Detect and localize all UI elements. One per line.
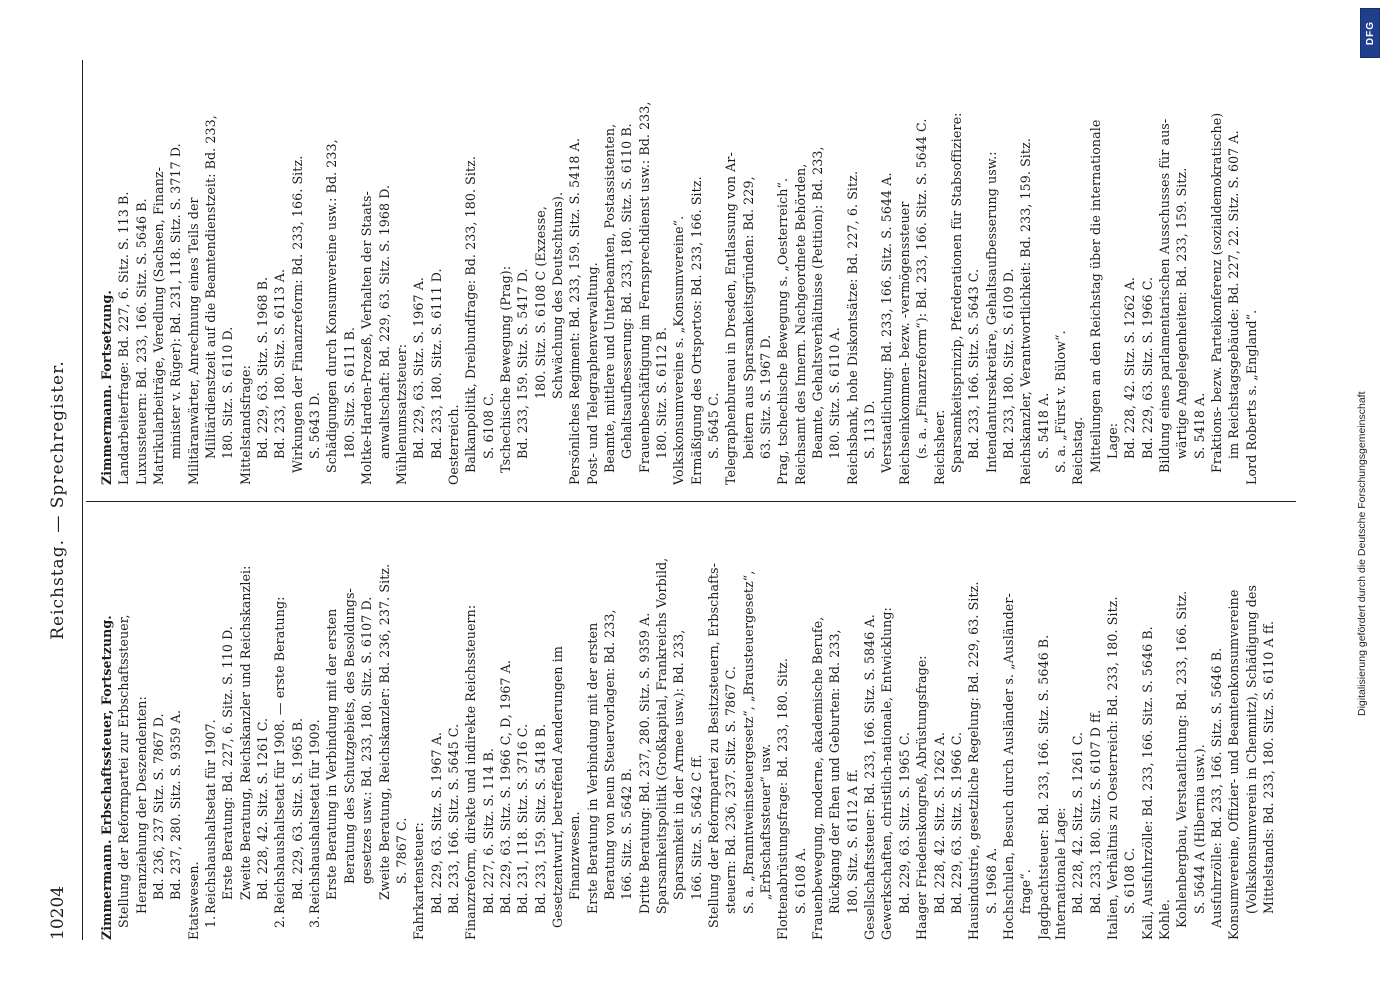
index-line [323, 55, 340, 485]
index-line [271, 510, 288, 940]
index-line-text: Moltke-Harden-Prozeß, Verhalten der Staats- [359, 191, 375, 485]
index-line [861, 55, 878, 485]
index-line-text: Bd. 233, 166. Sitz. S. 5645 C. [445, 723, 461, 914]
index-line-text: Zimmermann. Erbschaftssteuer, Fortsetzung. [99, 615, 114, 940]
index-line [826, 55, 843, 485]
dfg-logo: DFG [1360, 8, 1380, 58]
index-line-text: Bd. 236, 237 Sitz. S. 7867 D. [151, 713, 167, 900]
index-line [1121, 510, 1138, 940]
index-line-text: Bd. 228, 42. Sitz. S. 1262 A. [931, 732, 947, 914]
index-line-text: Bd. 229, 63. Sitz. S. 1966 C, D, 1967 A. [497, 660, 513, 914]
index-line [584, 55, 601, 485]
index-line-text: 180. Sitz. S. 6108 C (Exzesse, [532, 206, 548, 399]
index-line [514, 510, 531, 940]
index-line [289, 55, 306, 485]
index-line-text: (s. a. „Finanzreform“): Bd. 233, 166. Sitz. S. 5644 C. [914, 118, 930, 459]
index-line [219, 510, 236, 940]
index-line [653, 55, 670, 485]
index-line-text: Italien, Verhältnis zu Oesterreich: Bd. 233, 180. Sitz. [1104, 596, 1120, 940]
index-line-text: Bd. 233, 180. Sitz. S. 6113 A. [272, 268, 288, 459]
index-line [271, 55, 288, 485]
index-line [445, 510, 462, 940]
index-line [532, 510, 549, 940]
index-line-text: Beamte, mittlere und Unterbeamten, Postassistenten, [601, 123, 617, 473]
index-line [878, 510, 895, 940]
index-line [1017, 510, 1034, 940]
index-line [1035, 55, 1052, 485]
index-line-text: Bd. 228, 42. Sitz. S. 1261 C. [255, 717, 271, 900]
index-line [913, 55, 930, 485]
index-line-text: wärtige Angelegenheiten: Bd. 233, 159. Sitz. [1174, 167, 1190, 459]
index-line-text: Ausfuhrzölle: Bd. 233, 166. Sitz. S. 5646 B. [1209, 647, 1224, 928]
index-line-text: Lage: [1104, 422, 1120, 459]
index-line [410, 55, 427, 485]
index-line [1139, 510, 1156, 940]
index-line-text: Bd. 229, 63. Sitz. S. 1965 B. [289, 717, 305, 900]
index-line-text: Bd. 229, 63. Sitz. S. 1966 C. [948, 731, 964, 914]
right-column [98, 55, 1260, 485]
index-line-text: Post- und Telegraphenverwaltung. [584, 262, 600, 485]
index-line-text: Kohle. [1156, 899, 1172, 940]
index-line-text: Jagdpachtsteuer: Bd. 233, 166. Sitz. S. 5646 B. [1035, 634, 1051, 940]
index-line [1156, 510, 1173, 940]
index-line-text: Bd. 229, 63. Sitz. S. 1967 A. [411, 277, 427, 459]
index-line-text: 180. Sitz. S. 6110 D. [220, 326, 236, 459]
index-line-text: Bd. 229, 63. Sitz. S. 1965 C. [896, 731, 912, 914]
index-line-text: Rückgang der Ehen und Geburten: Bd. 233, [827, 629, 843, 914]
index-line [237, 510, 254, 940]
index-line-text: Hochschulen, Besuch durch Ausländer s. „Ausländer- [1000, 593, 1016, 940]
index-line-text: Mühlenumsatzsteuer: [393, 343, 409, 485]
index-line-text: Heranziehung der Deszendenten: [133, 696, 149, 914]
index-line-text: S. 5418 A. [1191, 392, 1207, 459]
index-line [341, 55, 358, 485]
index-line [1173, 55, 1190, 485]
index-line [601, 55, 618, 485]
index-line [1191, 510, 1208, 940]
watermark-text: Digitalisierung gefördert durch die Deutsche Forschungsgemeinschaft [1356, 391, 1368, 716]
index-line [1121, 55, 1138, 485]
index-line-text: Schwächung des Deutschtums). [549, 191, 565, 399]
column-divider [86, 501, 1296, 502]
index-line [809, 510, 826, 940]
index-line [393, 55, 410, 485]
index-line [1243, 55, 1260, 485]
index-line-text: Bd. 231, 118. Sitz. S. 3716 C. [515, 723, 531, 914]
index-line [202, 55, 219, 485]
index-line-text: Bd. 229, 63. Sitz. S. 1966 C. [1139, 276, 1155, 459]
index-line [306, 510, 323, 940]
index-line [688, 510, 705, 940]
index-line [1191, 55, 1208, 485]
index-line [1069, 55, 1086, 485]
index-line-text: Sparsamkeitspolitik (Großkapital, Frankreichs Vorbild, [654, 557, 669, 914]
index-line [202, 510, 219, 940]
index-line-text: Fraktions- bezw. Parteikonferenz (sozialdemokratische) [1209, 112, 1224, 473]
index-line [150, 55, 167, 485]
index-line [983, 510, 1000, 940]
index-line [480, 55, 497, 485]
index-line-text: S. 113 D. [862, 400, 878, 459]
index-line-text: Reichshaushaltsetat für 1909. [307, 719, 323, 914]
index-line [1156, 55, 1173, 485]
index-line-text: S. a. „Fürst v. Bülow“. [1052, 330, 1068, 473]
index-line [1208, 510, 1225, 940]
index-line-text: 166. Sitz. S. 5642 C ff. [688, 754, 704, 900]
index-line-text: Frauenbeschäftigung im Fernsprechdienst usw.: Bd. 233, [636, 101, 652, 473]
running-title: Reichstag. — Sprechregister. [48, 360, 68, 640]
index-line-text: Beratung von neun Steuervorlagen: Bd. 233, [601, 609, 617, 900]
index-line [323, 510, 340, 940]
index-line [1017, 55, 1034, 485]
index-line [722, 510, 739, 940]
index-line-text: Reichsamt des Innern. Nachgeordnete Behörden, [792, 163, 808, 485]
index-line [237, 55, 254, 485]
index-line-text: Sparsamkeitsprinzip, Pferderationen für Stabsoffiziere: [948, 112, 964, 473]
index-line-text: Verstaatlichung: Bd. 233, 166. Sitz. S. 5644 A. [879, 172, 895, 473]
index-line [428, 55, 445, 485]
index-line-text: Reichsheer. [931, 409, 947, 485]
index-line-text: S. 7867 C. [393, 817, 409, 884]
index-line [462, 55, 479, 485]
index-line [965, 510, 982, 940]
index-line-text: Landarbeiterfrage: Bd. 227, 6. Sitz. S. 113 B. [116, 191, 132, 485]
index-line [150, 510, 167, 940]
index-line [1052, 55, 1069, 485]
index-line [549, 55, 566, 485]
index-line [167, 510, 184, 940]
index-line [566, 55, 583, 485]
index-line [98, 55, 115, 485]
index-line [497, 510, 514, 940]
index-line-text: 166. Sitz. S. 5642 B. [619, 768, 635, 900]
index-line [757, 510, 774, 940]
index-line-text: Kali, Ausfuhrzölle: Bd. 233, 166. Sitz. S. 5646 B. [1139, 626, 1155, 940]
index-line [480, 510, 497, 940]
index-line-text: frage“. [1018, 869, 1034, 914]
index-line-text: 180. Sitz. S. 6110 A. [827, 327, 843, 459]
index-line [774, 55, 791, 485]
index-line [358, 55, 375, 485]
index-line-text: steuern: Bd. 236, 237. Sitz. S. 7867 C. [723, 665, 739, 914]
index-line-text: Zweite Beratung, Reichskanzler: Bd. 236, 237. Sitz. [376, 563, 392, 900]
left-column [98, 510, 1277, 940]
index-line [861, 510, 878, 940]
index-line [497, 55, 514, 485]
index-line [185, 55, 202, 485]
index-line-text: Oesterreich. [445, 404, 461, 485]
index-line [341, 510, 358, 940]
index-line [1000, 510, 1017, 940]
index-line [826, 510, 843, 940]
index-line [1225, 55, 1242, 485]
index-line-text: Telegraphenbureau in Dresden, Entlassung von Ar- [723, 152, 739, 485]
index-line-text: Hausindustrie, gesetzliche Regelung: Bd. 229, 63. Sitz. [966, 581, 982, 940]
index-line-text: Prag, tschechische Bewegung s. „Oesterreich“. [775, 177, 791, 485]
index-line [670, 510, 687, 940]
index-line-text: Finanzwesen. [567, 811, 583, 900]
index-line-text: Gesellschaftssteuer: Bd. 233, 166. Sitz. S. 5846 A. [862, 614, 878, 940]
index-line-text: Stellung der Reformpartei zu Besitzsteuern, Erbschafts- [706, 563, 722, 928]
index-line-text: S. 6108 A. [792, 847, 808, 914]
index-line-text: Wirkungen der Finanzreform: Bd. 233, 166. Sitz. [289, 155, 305, 473]
page-number: 10204 [48, 885, 68, 940]
index-line-text: Reichstag. [1070, 416, 1086, 485]
index-line [636, 55, 653, 485]
index-line [878, 55, 895, 485]
index-line [913, 510, 930, 940]
index-line-text: Erste Beratung in Verbindung mit der ersten [584, 622, 600, 914]
index-line-text: 180. Sitz. S. 6112 A ff. [844, 768, 860, 914]
index-line-text: Bd. 228, 42. Sitz. S. 1261 C. [1070, 731, 1086, 914]
index-line-text: Reichsbank, hohe Diskontsätze: Bd. 227, 6. Sitz. [844, 170, 860, 485]
index-line [532, 55, 549, 485]
index-line-text: Reichshaushaltsetat für 1908. — erste Beratung: [272, 596, 288, 914]
index-line [844, 510, 861, 940]
index-line-text: Konsumvereine, Offizier- und Beamtenkonsumvereine [1226, 589, 1242, 940]
index-line-text: Persönliches Regiment: Bd. 233, 159. Sitz. S. 5418 A. [567, 138, 583, 485]
index-line-text: Bd. 233, 180. Sitz. S. 6109 D. [1000, 268, 1016, 459]
index-line-text: Erste Beratung: Bd. 227, 6. Sitz. S. 110 D. [220, 626, 236, 900]
index-line [705, 55, 722, 485]
index-line-text: Stellung der Reformpartei zur Erbschaftssteuer, [116, 614, 132, 928]
index-line [1139, 55, 1156, 485]
index-line [809, 55, 826, 485]
index-line [1208, 55, 1225, 485]
index-line-text: Kohlenbergbau, Verstaatlichung: Bd. 233, 166. Sitz. [1174, 590, 1190, 928]
index-line-text: Militärdienstzeit auf die Beamtendienstzeit: Bd. 233, [203, 115, 219, 459]
index-line [792, 510, 809, 940]
index-line [1104, 55, 1121, 485]
index-line [705, 510, 722, 940]
index-line-text: Gewerkschaften, christlich-nationale, Entwicklung: [879, 607, 895, 940]
index-line [948, 510, 965, 940]
index-line-text: S. 5644 A (Hibernia usw.). [1191, 744, 1207, 914]
index-line [1087, 510, 1104, 940]
index-line [98, 510, 115, 940]
page-header [40, 60, 76, 940]
index-line-text: Bildung eines parlamentarischen Ausschusses für aus- [1156, 118, 1172, 473]
index-line-text: Internationale Lage: [1052, 807, 1068, 940]
index-line [896, 510, 913, 940]
index-line-text: 63. Sitz. S. 1967 D. [758, 334, 774, 459]
index-line [219, 55, 236, 485]
index-line-text: Gehaltsaufbesserung: Bd. 233, 180. Sitz. S. 6110 B. [619, 123, 635, 459]
index-line-text: Bd. 227, 6. Sitz. S. 114 B. [480, 748, 496, 914]
index-line-text: minister v. Rüger): Bd. 231, 118. Sitz. S. 3717 D. [168, 143, 184, 459]
index-line-text: Mittelstandsfrage: [237, 365, 253, 485]
index-line [1260, 510, 1277, 940]
index-line-text: Matrikularbeiträge, Veredlung (Sachsen, Finanz- [151, 166, 167, 485]
index-line-text: Gesetzentwurf, betreffend Aenderungen im [549, 646, 565, 928]
index-line-text: (Volkskonsumverein in Chemnitz), Schädigung des [1243, 584, 1259, 914]
index-line-text: Bd. 233, 166. Sitz. S. 5643 C. [966, 268, 982, 459]
index-line [566, 510, 583, 940]
index-line [896, 55, 913, 485]
index-line-text: S. 6108 C. [1122, 847, 1138, 914]
index-line [428, 510, 445, 940]
index-line [306, 55, 323, 485]
index-line [410, 510, 427, 940]
header-rule [82, 60, 83, 940]
list-number: 3. [307, 915, 323, 928]
index-line [1035, 510, 1052, 940]
index-line-text: Beamte, Gehaltsverhältnisse (Petition): Bd. 233, [810, 146, 826, 459]
index-line [844, 55, 861, 485]
index-line-text: anwaltschaft: Bd. 229, 63. Sitz. S. 1968 D. [376, 184, 392, 459]
index-line [948, 55, 965, 485]
index-line-text: Bd. 228, 42. Sitz. S. 1262 A. [1122, 277, 1138, 459]
index-line [670, 55, 687, 485]
index-line-text: Flottenabrüstungsfrage: Bd. 233, 180. Sitz. [775, 657, 791, 940]
index-line-text: Reichshaushaltsetat für 1907. [203, 719, 219, 914]
index-line-text: 180. Sitz. S. 6111 B. [341, 327, 357, 459]
index-line [618, 55, 635, 485]
index-line-text: Bd. 233, 159. Sitz. S. 5417 D. [515, 268, 531, 459]
index-line-text: Intendantursekretäre, Gehaltsaufbesserung usw.: [983, 151, 999, 473]
index-line-text: Frauenbewegung, moderne, akademische Berufe, [810, 616, 826, 940]
index-line-text: S. a. „Branntweinsteuergesetz“, „Brausteuergesetz“, [740, 570, 756, 914]
index-line-text: Volkskonsumvereine s. „Konsumvereine“. [671, 215, 687, 485]
index-line [254, 510, 271, 940]
index-line [445, 55, 462, 485]
index-line [133, 510, 150, 940]
index-line-text: gesetzes usw.: Bd. 233, 180. Sitz. S. 6107 D. [359, 596, 375, 884]
index-line [1243, 510, 1260, 940]
index-line-text: Tschechische Bewegung (Prag): [497, 265, 513, 473]
index-line-text: Fahrkartensteuer: [411, 822, 427, 940]
index-line-text: Militäranwärter, Anrechnung eines Teils der [185, 197, 201, 485]
index-line-text: Bd. 233, 180. Sitz. S. 6111 D. [428, 268, 444, 459]
index-line [792, 55, 809, 485]
index-line-text: Haager Friedenskongreß, Abrüstungsfrage: [914, 655, 930, 940]
index-line-text: Bd. 229, 63. Sitz. S. 1967 A. [428, 732, 444, 914]
index-line [1087, 55, 1104, 485]
index-line [167, 55, 184, 485]
index-line-text: Ermäßigung des Ortsportos: Bd. 233, 166. Sitz. [688, 176, 704, 485]
index-line-text: Sparsamkeit in der Armee usw.): Bd. 233, [671, 629, 687, 900]
index-line [601, 510, 618, 940]
index-line [618, 510, 635, 940]
index-line-text: beitern aus Sparsamkeitsgründen: Bd. 229, [740, 176, 756, 459]
index-line [653, 510, 670, 940]
index-line-text: Bd. 233, 180. Sitz. S. 6107 D ff. [1087, 709, 1103, 914]
index-line [740, 55, 757, 485]
index-line-text: Etatswesen. [185, 861, 201, 940]
index-line-text: Luxussteuern: Bd. 233, 166. Sitz. S. 5646 B. [133, 198, 149, 485]
index-line [636, 510, 653, 940]
index-line-text: Reichseinkommen- bezw. -vermögenssteuer [896, 201, 912, 485]
list-number: 2. [272, 915, 288, 928]
index-line-text: Zweite Beratung, Reichskanzler und Reichskanzlei: [237, 565, 253, 900]
index-line [514, 55, 531, 485]
index-line-text: Bd. 233, 159. Sitz. S. 5418 B. [532, 723, 548, 914]
index-line-text: Zimmermann. Fortsetzung. [99, 290, 114, 485]
index-line [462, 510, 479, 940]
index-line [983, 55, 1000, 485]
index-line [133, 55, 150, 485]
index-line-text: Schädigungen durch Konsumvereine usw.: Bd. 233, [324, 139, 340, 473]
index-line [549, 510, 566, 940]
index-line [688, 55, 705, 485]
index-line [757, 55, 774, 485]
index-line-text: Beratung des Schutzgebiets, des Besoldungs- [341, 588, 357, 884]
index-line-text: S. 5643 D. [307, 392, 323, 459]
index-line [358, 510, 375, 940]
index-line [393, 510, 410, 940]
index-line [1052, 510, 1069, 940]
index-line [1104, 510, 1121, 940]
index-line [254, 55, 271, 485]
index-line-text: Dritte Beratung: Bd. 237, 280. Sitz. S. 9359 A. [636, 612, 652, 914]
index-line [1225, 510, 1242, 940]
index-line-text: S. 5645 C. [706, 392, 722, 459]
index-line-text: Mitteilungen an den Reichstag über die internationale [1087, 119, 1103, 473]
index-line [774, 510, 791, 940]
index-line [115, 55, 132, 485]
index-line-text: Lord Roberts s. „England“. [1243, 309, 1259, 485]
index-line-text: Finanzreform, direkte und indirekte Reichssteuern: [463, 604, 479, 940]
index-line [584, 510, 601, 940]
index-line-text: Erste Beratung in Verbindung mit der ersten [324, 608, 340, 900]
index-line [115, 510, 132, 940]
index-line-text: im Reichstagsgebäude: Bd. 227, 22. Sitz. S. 607 A. [1226, 130, 1242, 459]
index-line-text: „Erbschaftssteuer“ usw. [758, 743, 774, 900]
index-line [965, 55, 982, 485]
index-line-text: 180. Sitz. S. 6112 B. [654, 327, 669, 459]
index-line [740, 510, 757, 940]
index-line-text: S. 6108 C. [480, 392, 496, 459]
index-line [376, 510, 393, 940]
index-line [722, 55, 739, 485]
index-line [931, 55, 948, 485]
index-line [931, 510, 948, 940]
index-line-text: Bd. 229, 63. Sitz. S. 1968 B. [255, 276, 271, 459]
index-line-text: S. 1968 A. [983, 847, 999, 914]
index-line [1069, 510, 1086, 940]
index-line [1000, 55, 1017, 485]
index-line [185, 510, 202, 940]
index-line [289, 510, 306, 940]
index-line-text: Bd. 237, 280. Sitz. S. 9359 A. [168, 709, 184, 900]
index-line-text: Mittelstands: Bd. 233, 180. Sitz. S. 6110 A ff. [1261, 620, 1277, 914]
index-line-text: S. 5418 A. [1035, 392, 1051, 459]
list-number: 1. [203, 915, 219, 928]
index-line-text: Balkanpolitik, Dreibundfrage: Bd. 233, 180. Sitz. [463, 155, 479, 473]
index-line-text: Reichskanzler, Verantwortlichkeit: Bd. 233, 159. Sitz. [1018, 138, 1034, 485]
index-line [1173, 510, 1190, 940]
index-line [376, 55, 393, 485]
